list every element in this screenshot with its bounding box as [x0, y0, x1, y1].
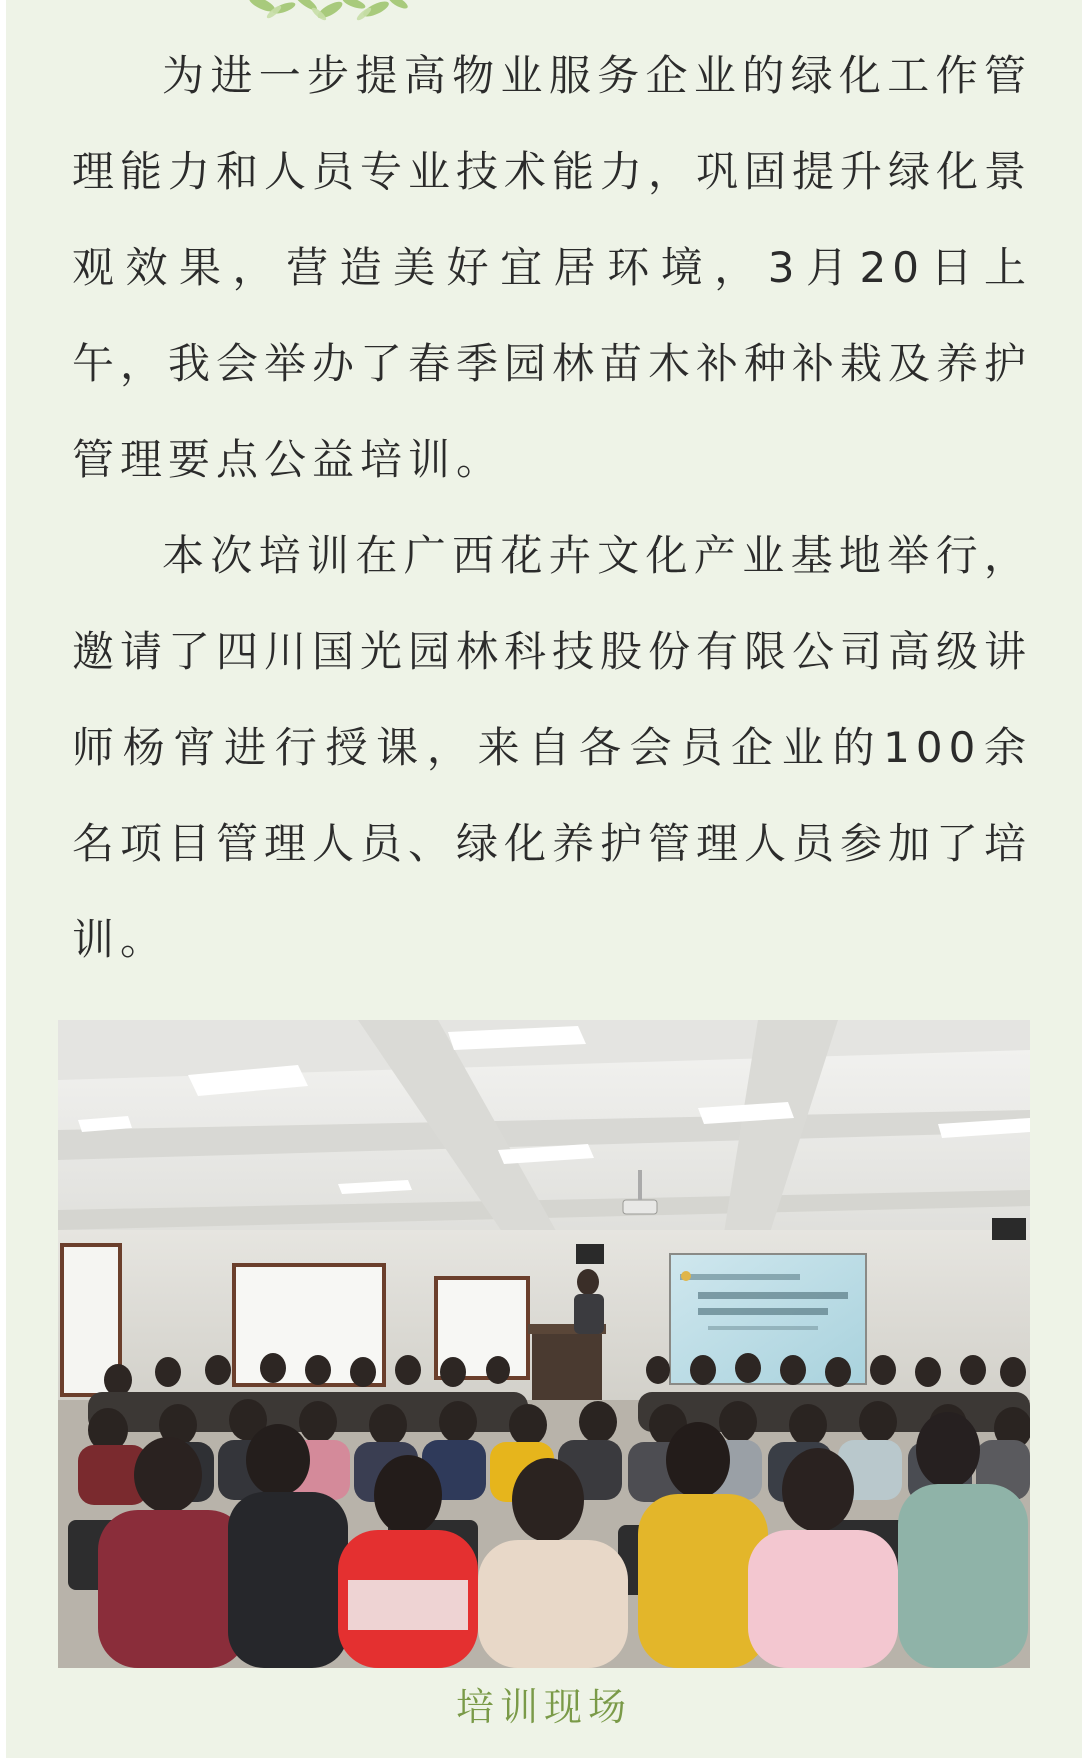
paragraph-details: 本次培训在广西花卉文化产业基地举行，邀请了四川国光园林科技股份有限公司高级讲师杨宵进行授课，来自各会员企业的100余名项目管理人员、绿化养护管理人员参加了培训。 [72, 531, 1033, 964]
leaf-decoration-icon [244, 0, 414, 22]
paragraph-intro: 为进一步提高物业服务企业的绿化工作管理能力和人员专业技术能力，巩固提升绿化景观效果，营造美好宜居环境，3月20日上午，我会举办了春季园林苗木补种补栽及养护管理要点公益培训。 [72, 51, 1033, 484]
photo-caption: 培训现场 [455, 1685, 632, 1729]
training-photo [58, 1020, 1030, 1668]
article-body [72, 28, 1032, 988]
